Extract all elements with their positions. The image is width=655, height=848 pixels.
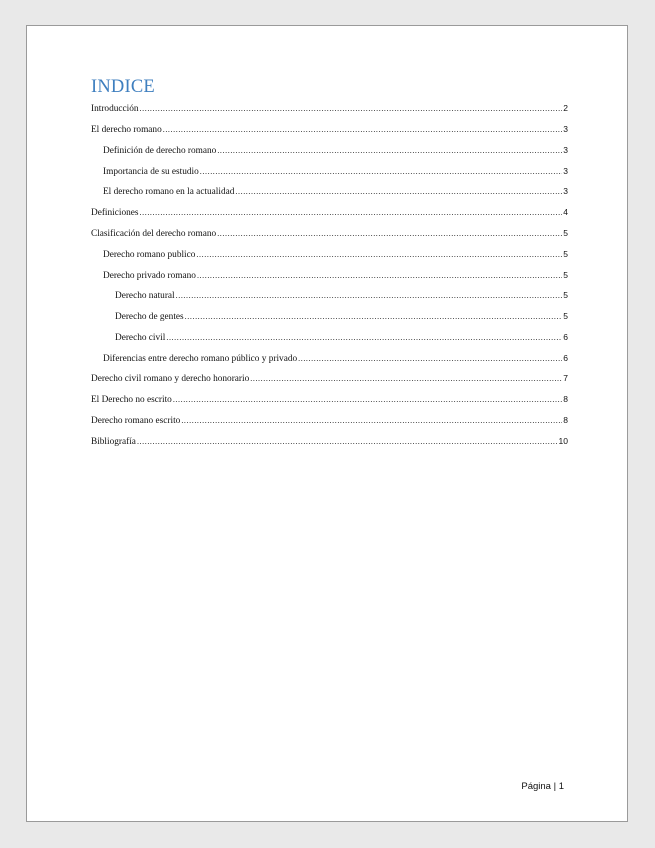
toc-page-number: 5 (563, 311, 568, 322)
toc-entry-text: Definición de derecho romano (103, 146, 217, 156)
toc-dot-leader (181, 410, 562, 431)
toc-title: INDICE (91, 77, 155, 97)
toc-entry[interactable] (91, 223, 568, 244)
toc-entry[interactable] (91, 119, 568, 140)
toc-entry[interactable] (91, 265, 568, 286)
toc-page-number: 8 (563, 415, 568, 426)
toc-page-number: 2 (563, 103, 568, 113)
toc-entry[interactable] (91, 410, 568, 431)
toc-entry[interactable] (91, 161, 568, 182)
toc-entry-text: Derecho civil romano y derecho honorario (91, 374, 250, 385)
toc-page-number: 5 (563, 228, 568, 239)
toc-entry-text: Bibliografía (91, 437, 136, 448)
table-of-contents (91, 98, 568, 452)
toc-page-number: 8 (563, 394, 568, 405)
toc-page-number: 3 (563, 124, 568, 134)
toc-page-number: 4 (563, 207, 568, 218)
toc-page-number: 6 (563, 352, 568, 363)
toc-entry[interactable] (91, 285, 568, 306)
toc-dot-leader (173, 389, 562, 410)
toc-entry[interactable] (91, 327, 568, 348)
toc-page-number: 6 (563, 331, 568, 342)
toc-dot-leader (140, 202, 563, 223)
toc-dot-leader (217, 223, 562, 244)
toc-dot-leader (298, 349, 562, 370)
toc-entry-text: Derecho romano escrito (91, 416, 181, 427)
toc-entry[interactable] (91, 389, 568, 410)
toc-page-number: 5 (563, 290, 568, 301)
toc-dot-leader (166, 328, 562, 349)
toc-page-number: 5 (563, 269, 568, 280)
toc-entry-text: Derecho privado romano (103, 270, 196, 281)
toc-dot-leader (235, 182, 562, 203)
toc-entry-text: El derecho romano en la actualidad (103, 187, 235, 198)
toc-page-number: 7 (563, 373, 568, 384)
toc-dot-leader (163, 119, 563, 140)
document-page (26, 25, 628, 822)
toc-entry[interactable] (91, 98, 568, 119)
toc-entry-text: Introducción (91, 104, 139, 114)
toc-entry[interactable] (91, 431, 568, 452)
toc-page-number: 3 (563, 165, 568, 176)
toc-page-number: 3 (563, 186, 568, 197)
toc-entry[interactable] (91, 368, 568, 389)
toc-dot-leader (185, 307, 563, 328)
toc-entry-text: El derecho romano (91, 125, 162, 135)
toc-dot-leader (217, 141, 562, 162)
toc-page-number: 5 (563, 249, 568, 260)
toc-entry-text: Derecho romano publico (103, 250, 196, 261)
toc-dot-leader (140, 98, 563, 119)
toc-entry-text: Derecho natural (115, 291, 175, 302)
toc-entry-text: Definiciones (91, 208, 139, 219)
toc-entry-text: Derecho de gentes (115, 312, 184, 323)
toc-dot-leader (176, 286, 563, 307)
toc-entry-text: Diferencias entre derecho romano público y privado (103, 353, 298, 364)
toc-entry[interactable] (91, 202, 568, 223)
toc-entry-text: El Derecho no escrito (91, 395, 172, 406)
toc-entry[interactable] (91, 348, 568, 369)
toc-entry[interactable] (91, 244, 568, 265)
toc-dot-leader (196, 245, 562, 266)
toc-entry-text: Clasificación del derecho romano (91, 229, 217, 240)
toc-dot-leader (250, 368, 562, 389)
toc-dot-leader (137, 431, 558, 452)
toc-page-number: 3 (563, 145, 568, 155)
toc-entry[interactable] (91, 306, 568, 327)
toc-entry[interactable] (91, 181, 568, 202)
toc-entry-text: Importancia de su estudio (103, 166, 199, 177)
toc-dot-leader (197, 266, 562, 287)
toc-entry-text: Derecho civil (115, 332, 166, 343)
toc-page-number: 10 (558, 436, 568, 447)
page-footer: Página | 1 (521, 781, 564, 792)
toc-dot-leader (200, 162, 562, 183)
toc-entry[interactable] (91, 140, 568, 161)
